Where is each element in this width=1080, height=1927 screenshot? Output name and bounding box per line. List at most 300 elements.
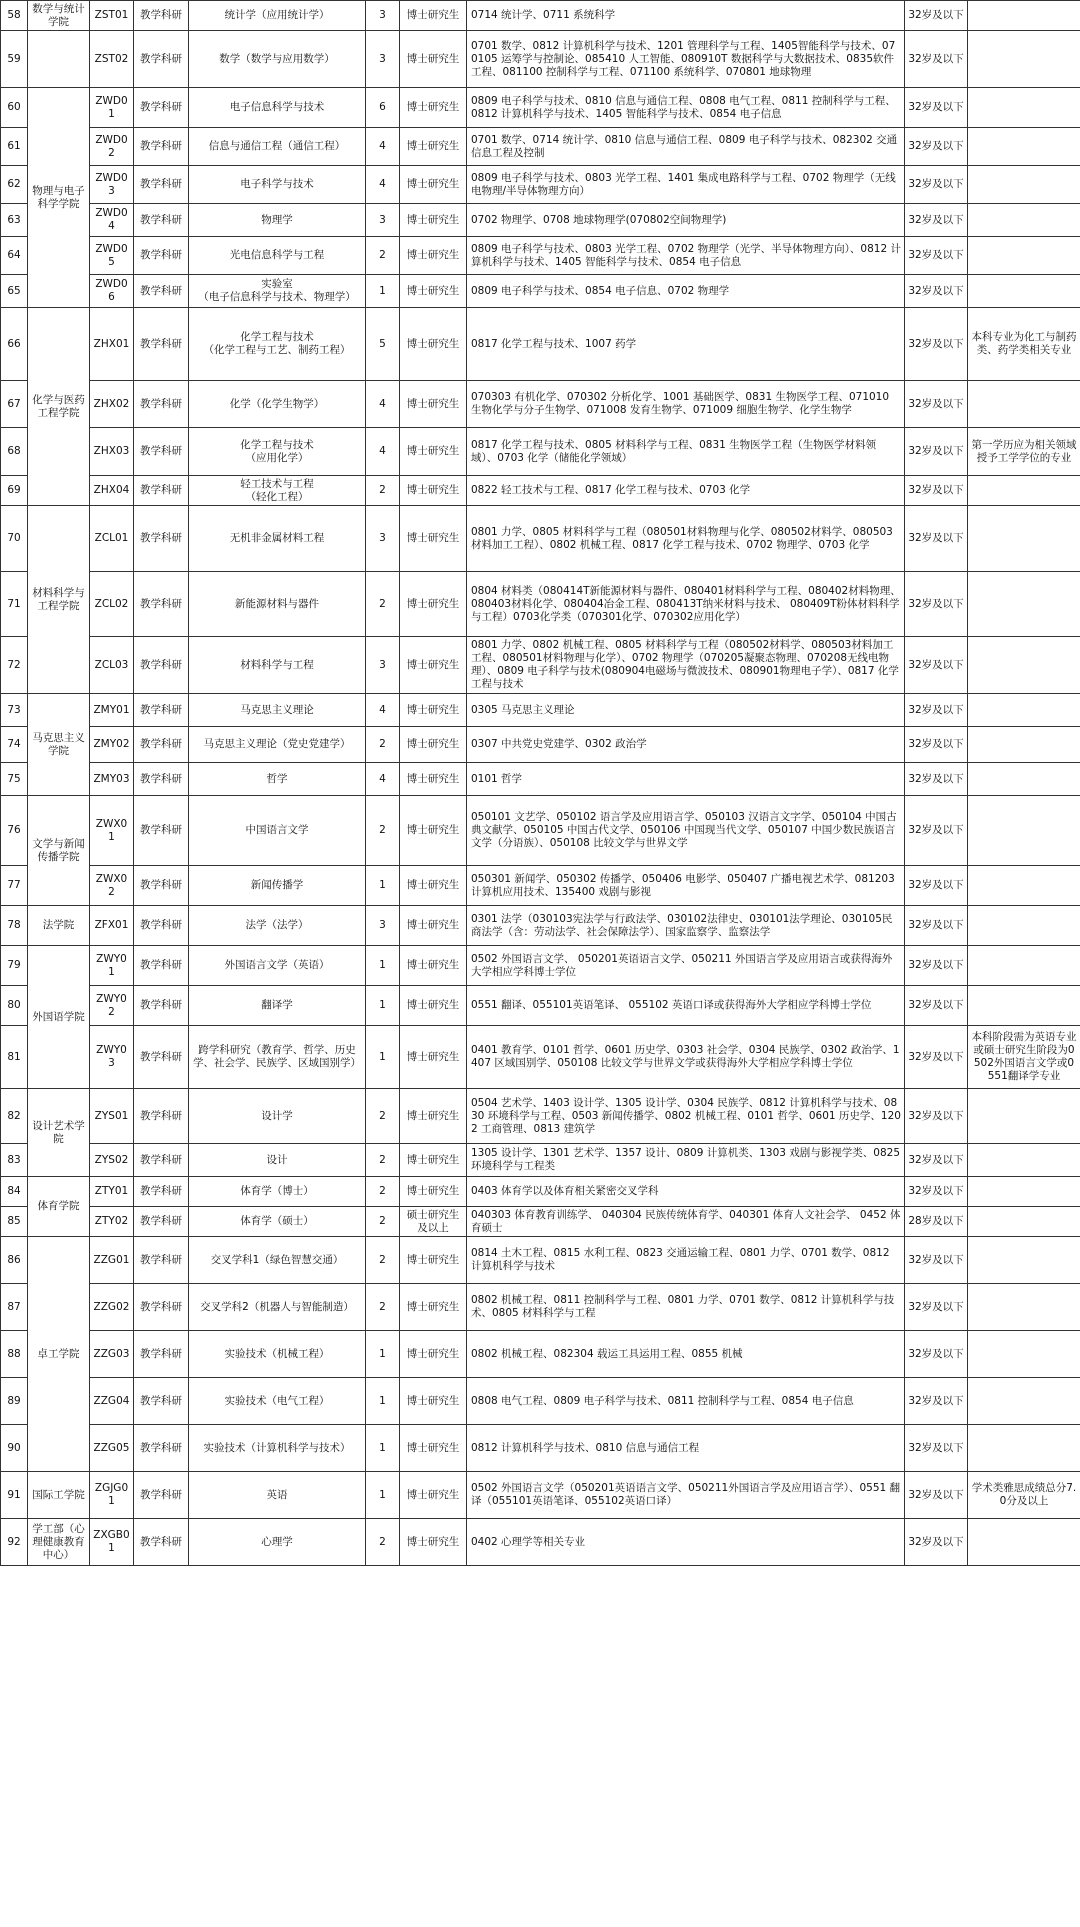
- row-number: 88: [1, 1331, 28, 1378]
- age-requirement: 32岁及以下: [905, 128, 968, 166]
- post-type: 教学科研: [134, 476, 189, 506]
- education: 博士研究生: [400, 1089, 467, 1144]
- post-type: 教学科研: [134, 1207, 189, 1237]
- age-requirement: 32岁及以下: [905, 1237, 968, 1284]
- post-code: ZHX02: [90, 381, 134, 428]
- major-requirements: 0403 体育学以及体育相关紧密交叉学科: [467, 1177, 905, 1207]
- post-type: 教学科研: [134, 1237, 189, 1284]
- row-number: 76: [1, 796, 28, 866]
- education: 博士研究生: [400, 166, 467, 204]
- post-type: 教学科研: [134, 1331, 189, 1378]
- row-number: 66: [1, 308, 28, 381]
- row-number: 84: [1, 1177, 28, 1207]
- education: 博士研究生: [400, 727, 467, 763]
- post-type: 教学科研: [134, 506, 189, 572]
- remarks: [968, 796, 1080, 866]
- age-requirement: 32岁及以下: [905, 1425, 968, 1472]
- row-number: 91: [1, 1472, 28, 1519]
- post-name: 翻译学: [189, 986, 366, 1026]
- post-code: ZYS02: [90, 1144, 134, 1177]
- table-row: [1, 166, 1080, 204]
- remarks: [968, 572, 1080, 637]
- major-requirements: 0801 力学、0802 机械工程、0805 材料科学与工程（080502材料学、080503材料加工工程、080501材料物理与化学）、0702 物理学（070205凝聚态物理、070208无线电物理）、0809 电子科学与技术(080904电磁场与微波技术、080901物理电子学）、0817 化学工程与技术: [467, 637, 905, 694]
- post-type: 教学科研: [134, 694, 189, 727]
- post-type: 教学科研: [134, 1425, 189, 1472]
- post-type: 教学科研: [134, 1, 189, 31]
- age-requirement: 28岁及以下: [905, 1207, 968, 1237]
- row-number: 74: [1, 727, 28, 763]
- post-type: 教学科研: [134, 1378, 189, 1425]
- row-number: 64: [1, 237, 28, 275]
- post-name: 英语: [189, 1472, 366, 1519]
- post-type: 教学科研: [134, 166, 189, 204]
- post-code: ZHX03: [90, 428, 134, 476]
- remarks: [968, 237, 1080, 275]
- post-type: 教学科研: [134, 204, 189, 237]
- table-row: [1, 1237, 1080, 1284]
- table-row: [1, 946, 1080, 986]
- education: 博士研究生: [400, 637, 467, 694]
- education: 博士研究生: [400, 1144, 467, 1177]
- post-code: ZXGB01: [90, 1519, 134, 1566]
- table-row: [1, 572, 1080, 637]
- education: 博士研究生: [400, 694, 467, 727]
- post-type: 教学科研: [134, 88, 189, 128]
- remarks: [968, 637, 1080, 694]
- post-code: ZWY02: [90, 986, 134, 1026]
- post-code: ZST01: [90, 1, 134, 31]
- college-cell: 马克思主义学院: [28, 694, 90, 796]
- major-requirements: 0812 计算机科学与技术、0810 信息与通信工程: [467, 1425, 905, 1472]
- college-cell: 外国语学院: [28, 946, 90, 1089]
- row-number: 67: [1, 381, 28, 428]
- post-code: ZCL01: [90, 506, 134, 572]
- education: 博士研究生: [400, 1, 467, 31]
- age-requirement: 32岁及以下: [905, 204, 968, 237]
- education: 博士研究生: [400, 88, 467, 128]
- education: 博士研究生: [400, 428, 467, 476]
- table-row: [1, 31, 1080, 88]
- post-name: 交叉学科1（绿色智慧交通）: [189, 1237, 366, 1284]
- major-requirements: 0809 电子科学与技术、0803 光学工程、0702 物理学（光学、半导体物理方向）、0812 计算机科学与技术、1405 智能科学与技术、0854 电子信息: [467, 237, 905, 275]
- college-cell: 体育学院: [28, 1177, 90, 1237]
- remarks: [968, 694, 1080, 727]
- post-code: ZWX02: [90, 866, 134, 906]
- table-row: [1, 1207, 1080, 1237]
- post-code: ZZG01: [90, 1237, 134, 1284]
- headcount: 2: [366, 1284, 400, 1331]
- age-requirement: 32岁及以下: [905, 986, 968, 1026]
- remarks: [968, 506, 1080, 572]
- age-requirement: 32岁及以下: [905, 763, 968, 796]
- remarks: [968, 1378, 1080, 1425]
- post-code: ZWX01: [90, 796, 134, 866]
- age-requirement: 32岁及以下: [905, 428, 968, 476]
- headcount: 1: [366, 1026, 400, 1089]
- headcount: 1: [366, 1425, 400, 1472]
- college-cell: 数学与统计学院: [28, 1, 90, 31]
- remarks: [968, 88, 1080, 128]
- headcount: 5: [366, 308, 400, 381]
- education: 博士研究生: [400, 986, 467, 1026]
- major-requirements: 0401 教育学、0101 哲学、0601 历史学、0303 社会学、0304 民族学、0302 政治学、1407 区域国别学、050108 比较文学与世界文学或获得海外大学相应学科博士学位: [467, 1026, 905, 1089]
- post-code: ZWY03: [90, 1026, 134, 1089]
- age-requirement: 32岁及以下: [905, 796, 968, 866]
- age-requirement: 32岁及以下: [905, 476, 968, 506]
- row-number: 65: [1, 275, 28, 308]
- post-name: 化学（化学生物学）: [189, 381, 366, 428]
- remarks: [968, 1, 1080, 31]
- post-code: ZWD06: [90, 275, 134, 308]
- table-row: [1, 428, 1080, 476]
- row-number: 61: [1, 128, 28, 166]
- remarks: 第一学历应为相关领域授予工学学位的专业: [968, 428, 1080, 476]
- major-requirements: 0817 化学工程与技术、0805 材料科学与工程、0831 生物医学工程（生物医学材料领域）、0703 化学（储能化学领域）: [467, 428, 905, 476]
- post-code: ZZG03: [90, 1331, 134, 1378]
- post-type: 教学科研: [134, 275, 189, 308]
- major-requirements: 1305 设计学、1301 艺术学、1357 设计、0809 计算机类、1303 戏剧与影视学类、0825 环境科学与工程类: [467, 1144, 905, 1177]
- major-requirements: 0502 外国语言文学、 050201英语语言文学、050211 外国语言学及应用语言或获得海外大学相应学科博士学位: [467, 946, 905, 986]
- headcount: 2: [366, 1237, 400, 1284]
- education: 博士研究生: [400, 1284, 467, 1331]
- college-cell: 卓工学院: [28, 1237, 90, 1472]
- age-requirement: 32岁及以下: [905, 1472, 968, 1519]
- education: 博士研究生: [400, 906, 467, 946]
- post-type: 教学科研: [134, 796, 189, 866]
- education: 博士研究生: [400, 1237, 467, 1284]
- table-row: [1, 128, 1080, 166]
- major-requirements: 050301 新闻学、050302 传播学、050406 电影学、050407 广播电视艺术学、081203 计算机应用技术、135400 戏剧与影视: [467, 866, 905, 906]
- education: 博士研究生: [400, 1519, 467, 1566]
- post-code: ZWD05: [90, 237, 134, 275]
- major-requirements: 050101 文艺学、050102 语言学及应用语言学、050103 汉语言文字学、050104 中国古典文献学、050105 中国古代文学、050106 中国现当代文学、050107 中国少数民族语言文学（分语族）、050108 比较文学与世界文学: [467, 796, 905, 866]
- age-requirement: 32岁及以下: [905, 727, 968, 763]
- major-requirements: 0822 轻工技术与工程、0817 化学工程与技术、0703 化学: [467, 476, 905, 506]
- headcount: 4: [366, 428, 400, 476]
- education: 博士研究生: [400, 275, 467, 308]
- table-row: [1, 906, 1080, 946]
- remarks: [968, 1331, 1080, 1378]
- headcount: 1: [366, 1472, 400, 1519]
- remarks: [968, 1425, 1080, 1472]
- headcount: 3: [366, 637, 400, 694]
- post-code: ZZG02: [90, 1284, 134, 1331]
- headcount: 2: [366, 1177, 400, 1207]
- post-name: 哲学: [189, 763, 366, 796]
- post-name: 体育学（硕士）: [189, 1207, 366, 1237]
- row-number: 59: [1, 31, 28, 88]
- remarks: [968, 866, 1080, 906]
- headcount: 3: [366, 31, 400, 88]
- table-row: [1, 1331, 1080, 1378]
- table-row: [1, 506, 1080, 572]
- row-number: 81: [1, 1026, 28, 1089]
- post-name: 统计学（应用统计学）: [189, 1, 366, 31]
- age-requirement: 32岁及以下: [905, 1378, 968, 1425]
- post-code: ZHX01: [90, 308, 134, 381]
- age-requirement: 32岁及以下: [905, 166, 968, 204]
- college-cell: 化学与医药工程学院: [28, 308, 90, 506]
- age-requirement: 32岁及以下: [905, 1089, 968, 1144]
- age-requirement: 32岁及以下: [905, 694, 968, 727]
- major-requirements: 0504 艺术学、1403 设计学、1305 设计学、0304 民族学、0812 计算机科学与技术、0830 环境科学与工程、0503 新闻传播学、0802 机械工程、0101 哲学、0601 历史学、1202 工商管理、0813 建筑学: [467, 1089, 905, 1144]
- table-row: [1, 308, 1080, 381]
- education: 博士研究生: [400, 1378, 467, 1425]
- remarks: 本科专业为化工与制药类、药学类相关专业: [968, 308, 1080, 381]
- post-name: 设计: [189, 1144, 366, 1177]
- remarks: [968, 946, 1080, 986]
- row-number: 79: [1, 946, 28, 986]
- age-requirement: 32岁及以下: [905, 1284, 968, 1331]
- post-name: 外国语言文学（英语）: [189, 946, 366, 986]
- post-type: 教学科研: [134, 946, 189, 986]
- college-cell: 学工部（心理健康教育中心）: [28, 1519, 90, 1566]
- remarks: [968, 727, 1080, 763]
- headcount: 4: [366, 381, 400, 428]
- row-number: 75: [1, 763, 28, 796]
- headcount: 1: [366, 986, 400, 1026]
- table-row: [1, 727, 1080, 763]
- post-name: 马克思主义理论（党史党建学）: [189, 727, 366, 763]
- table-row: [1, 637, 1080, 694]
- major-requirements: 0809 电子科学与技术、0803 光学工程、1401 集成电路科学与工程、0702 物理学（无线电物理/半导体物理方向）: [467, 166, 905, 204]
- age-requirement: 32岁及以下: [905, 946, 968, 986]
- table-row: [1, 763, 1080, 796]
- age-requirement: 32岁及以下: [905, 237, 968, 275]
- headcount: 2: [366, 476, 400, 506]
- remarks: [968, 275, 1080, 308]
- education: 博士研究生: [400, 31, 467, 88]
- post-code: ZMY02: [90, 727, 134, 763]
- table-row: [1, 694, 1080, 727]
- education: 博士研究生: [400, 1026, 467, 1089]
- college-cell: 文学与新闻传播学院: [28, 796, 90, 906]
- age-requirement: 32岁及以下: [905, 506, 968, 572]
- post-code: ZMY03: [90, 763, 134, 796]
- remarks: [968, 1089, 1080, 1144]
- education: 博士研究生: [400, 381, 467, 428]
- major-requirements: 0402 心理学等相关专业: [467, 1519, 905, 1566]
- table-row: [1, 275, 1080, 308]
- major-requirements: 0701 数学、0714 统计学、0810 信息与通信工程、0809 电子科学与技术、082302 交通信息工程及控制: [467, 128, 905, 166]
- major-requirements: 0809 电子科学与技术、0854 电子信息、0702 物理学: [467, 275, 905, 308]
- post-name: 心理学: [189, 1519, 366, 1566]
- row-number: 77: [1, 866, 28, 906]
- education: 博士研究生: [400, 1472, 467, 1519]
- major-requirements: 0808 电气工程、0809 电子科学与技术、0811 控制科学与工程、0854 电子信息: [467, 1378, 905, 1425]
- post-name: 数学（数学与应用数学）: [189, 31, 366, 88]
- post-type: 教学科研: [134, 1284, 189, 1331]
- education: 博士研究生: [400, 308, 467, 381]
- row-number: 68: [1, 428, 28, 476]
- post-name: 无机非金属材料工程: [189, 506, 366, 572]
- row-number: 89: [1, 1378, 28, 1425]
- post-code: ZWD03: [90, 166, 134, 204]
- post-name: 化学工程与技术 （应用化学）: [189, 428, 366, 476]
- remarks: [968, 1144, 1080, 1177]
- college-cell: 设计艺术学院: [28, 1089, 90, 1177]
- post-type: 教学科研: [134, 1144, 189, 1177]
- row-number: 92: [1, 1519, 28, 1566]
- major-requirements: 0802 机械工程、082304 载运工具运用工程、0855 机械: [467, 1331, 905, 1378]
- row-number: 69: [1, 476, 28, 506]
- post-code: ZFX01: [90, 906, 134, 946]
- remarks: [968, 1177, 1080, 1207]
- education: 博士研究生: [400, 866, 467, 906]
- headcount: 1: [366, 1331, 400, 1378]
- headcount: 2: [366, 727, 400, 763]
- education: 博士研究生: [400, 204, 467, 237]
- headcount: 1: [366, 275, 400, 308]
- post-code: ZWY01: [90, 946, 134, 986]
- row-number: 85: [1, 1207, 28, 1237]
- headcount: 3: [366, 204, 400, 237]
- row-number: 83: [1, 1144, 28, 1177]
- post-code: ZTY01: [90, 1177, 134, 1207]
- post-name: 电子信息科学与技术: [189, 88, 366, 128]
- row-number: 86: [1, 1237, 28, 1284]
- headcount: 1: [366, 866, 400, 906]
- table-row: [1, 1, 1080, 31]
- college-cell: 材料科学与工程学院: [28, 506, 90, 694]
- row-number: 82: [1, 1089, 28, 1144]
- row-number: 62: [1, 166, 28, 204]
- post-name: 材料科学与工程: [189, 637, 366, 694]
- major-requirements: 0801 力学、0805 材料科学与工程（080501材料物理与化学、080502材料学、080503材料加工工程）、0802 机械工程、0817 化学工程与技术、0702 物理学、0703 化学: [467, 506, 905, 572]
- age-requirement: 32岁及以下: [905, 637, 968, 694]
- table-row: [1, 1378, 1080, 1425]
- major-requirements: 0301 法学（030103宪法学与行政法学、030102法律史、030101法学理论、030105民商法学（含：劳动法学、社会保障法学）、国家监察学、监察法学: [467, 906, 905, 946]
- post-type: 教学科研: [134, 572, 189, 637]
- table-row: [1, 1026, 1080, 1089]
- education: 博士研究生: [400, 796, 467, 866]
- headcount: 2: [366, 237, 400, 275]
- table-row: [1, 204, 1080, 237]
- headcount: 2: [366, 1144, 400, 1177]
- headcount: 2: [366, 572, 400, 637]
- post-type: 教学科研: [134, 381, 189, 428]
- education: 博士研究生: [400, 128, 467, 166]
- post-type: 教学科研: [134, 428, 189, 476]
- row-number: 58: [1, 1, 28, 31]
- age-requirement: 32岁及以下: [905, 1177, 968, 1207]
- post-name: 实验技术（机械工程）: [189, 1331, 366, 1378]
- education: 博士研究生: [400, 476, 467, 506]
- row-number: 78: [1, 906, 28, 946]
- table-row: [1, 237, 1080, 275]
- major-requirements: 0714 统计学、0711 系统科学: [467, 1, 905, 31]
- major-requirements: 070303 有机化学、070302 分析化学、1001 基础医学、0831 生物医学工程、071010 生物化学与分子生物学、071008 发育生物学、071009 细胞生物学、化学生物学: [467, 381, 905, 428]
- table-row: [1, 1425, 1080, 1472]
- headcount: 4: [366, 166, 400, 204]
- post-code: ZYS01: [90, 1089, 134, 1144]
- remarks: [968, 476, 1080, 506]
- post-name: 化学工程与技术 （化学工程与工艺、制药工程）: [189, 308, 366, 381]
- education: 博士研究生: [400, 1331, 467, 1378]
- education: 博士研究生: [400, 763, 467, 796]
- table-row: [1, 1284, 1080, 1331]
- table-row: [1, 1519, 1080, 1566]
- post-name: 光电信息科学与工程: [189, 237, 366, 275]
- post-code: ZTY02: [90, 1207, 134, 1237]
- headcount: 1: [366, 946, 400, 986]
- headcount: 4: [366, 128, 400, 166]
- college-cell: 法学院: [28, 906, 90, 946]
- major-requirements: 0702 物理学、0708 地球物理学(070802空间物理学): [467, 204, 905, 237]
- post-name: 中国语言文学: [189, 796, 366, 866]
- age-requirement: 32岁及以下: [905, 1519, 968, 1566]
- table-row: [1, 476, 1080, 506]
- headcount: 2: [366, 796, 400, 866]
- remarks: [968, 166, 1080, 204]
- remarks: [968, 128, 1080, 166]
- post-name: 实验室 （电子信息科学与技术、物理学）: [189, 275, 366, 308]
- college-cell: 国际工学院: [28, 1472, 90, 1519]
- table-row: [1, 1144, 1080, 1177]
- post-code: ZMY01: [90, 694, 134, 727]
- major-requirements: 0305 马克思主义理论: [467, 694, 905, 727]
- remarks: [968, 906, 1080, 946]
- post-code: ZZG05: [90, 1425, 134, 1472]
- table-row: [1, 1089, 1080, 1144]
- post-name: 轻工技术与工程 （轻化工程）: [189, 476, 366, 506]
- table-row: [1, 796, 1080, 866]
- post-name: 电子科学与技术: [189, 166, 366, 204]
- remarks: [968, 1237, 1080, 1284]
- major-requirements: 0817 化学工程与技术、1007 药学: [467, 308, 905, 381]
- age-requirement: 32岁及以下: [905, 572, 968, 637]
- college-cell: 物理与电子科学学院: [28, 88, 90, 308]
- post-type: 教学科研: [134, 237, 189, 275]
- post-name: 交叉学科2（机器人与智能制造）: [189, 1284, 366, 1331]
- post-code: ZZG04: [90, 1378, 134, 1425]
- post-code: ZHX04: [90, 476, 134, 506]
- post-name: 跨学科研究（教育学、哲学、历史学、社会学、民族学、区域国别学）: [189, 1026, 366, 1089]
- post-type: 教学科研: [134, 763, 189, 796]
- post-type: 教学科研: [134, 128, 189, 166]
- remarks: [968, 986, 1080, 1026]
- post-code: ZWD02: [90, 128, 134, 166]
- age-requirement: 32岁及以下: [905, 1331, 968, 1378]
- post-type: 教学科研: [134, 31, 189, 88]
- post-code: ZWD01: [90, 88, 134, 128]
- headcount: 3: [366, 506, 400, 572]
- post-code: ZCL03: [90, 637, 134, 694]
- major-requirements: 0814 土木工程、0815 水利工程、0823 交通运输工程、0801 力学、0701 数学、0812 计算机科学与技术: [467, 1237, 905, 1284]
- age-requirement: 32岁及以下: [905, 866, 968, 906]
- headcount: 2: [366, 1089, 400, 1144]
- post-name: 设计学: [189, 1089, 366, 1144]
- post-type: 教学科研: [134, 1026, 189, 1089]
- headcount: 3: [366, 1, 400, 31]
- post-name: 马克思主义理论: [189, 694, 366, 727]
- row-number: 71: [1, 572, 28, 637]
- age-requirement: 32岁及以下: [905, 1144, 968, 1177]
- headcount: 2: [366, 1519, 400, 1566]
- row-number: 90: [1, 1425, 28, 1472]
- remarks: [968, 204, 1080, 237]
- headcount: 6: [366, 88, 400, 128]
- remarks: [968, 763, 1080, 796]
- age-requirement: 32岁及以下: [905, 1026, 968, 1089]
- age-requirement: 32岁及以下: [905, 31, 968, 88]
- headcount: 3: [366, 906, 400, 946]
- age-requirement: 32岁及以下: [905, 88, 968, 128]
- post-name: 体育学（博士）: [189, 1177, 366, 1207]
- post-code: ZST02: [90, 31, 134, 88]
- post-type: 教学科研: [134, 727, 189, 763]
- row-number: 72: [1, 637, 28, 694]
